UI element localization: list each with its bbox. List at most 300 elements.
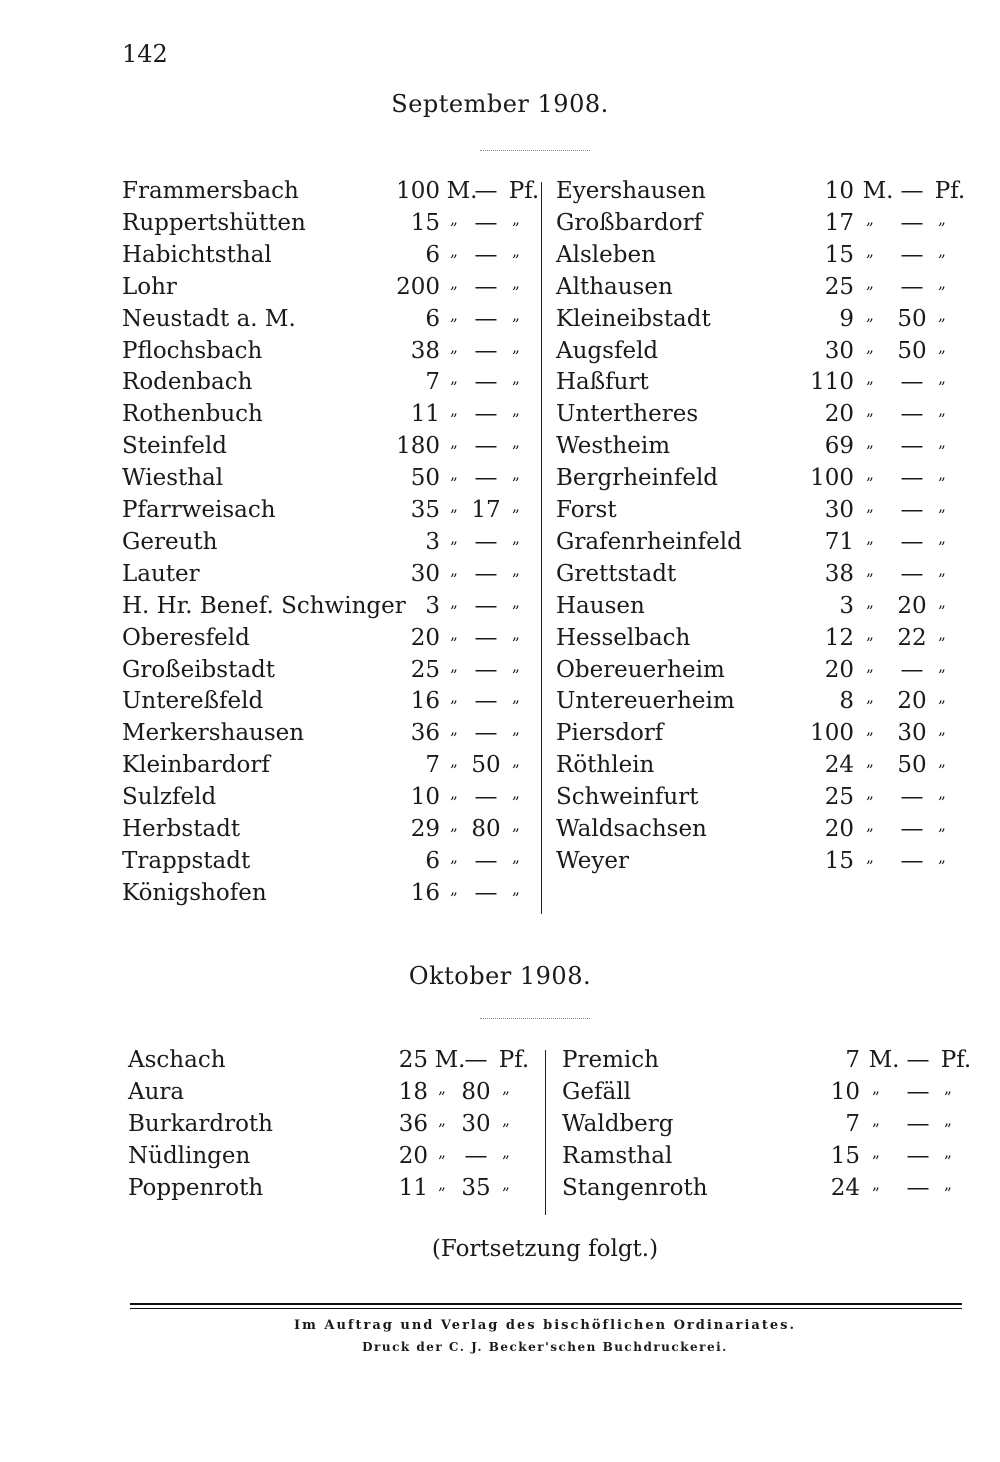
table-row [122, 178, 540, 210]
place-name: Westheim [556, 433, 671, 460]
table-row [122, 369, 532, 401]
unit-mark: „ [866, 305, 874, 324]
place-name: Gefäll [562, 1078, 631, 1105]
mark-amount: 6 [425, 305, 440, 332]
mark-amount: 29 [410, 816, 440, 842]
table-row [128, 1111, 538, 1143]
mark-amount: 100 [810, 465, 854, 492]
table-row [556, 688, 966, 720]
pfennig-amount: — [900, 528, 924, 555]
place-name: Untereuerheim [556, 688, 735, 715]
pfennig-amount: — [906, 1110, 930, 1137]
table-row [562, 1047, 972, 1079]
pfennig-amount: — [900, 401, 924, 428]
pfennig-amount: — [474, 592, 498, 619]
table-row [556, 338, 966, 370]
unit-mark: „ [866, 209, 874, 228]
mark-amount: 25 [824, 784, 854, 811]
mark-amount: 180 [396, 433, 440, 460]
place-name: Merkershausen [122, 720, 305, 747]
heading-september: September 1908. [391, 90, 609, 118]
table-row [556, 401, 966, 433]
place-name: Obereuerheim [556, 656, 725, 683]
unit-pfennig: „ [512, 273, 520, 292]
mark-amount: 10 [410, 784, 440, 811]
pfennig-amount: 80 [461, 1078, 491, 1105]
unit-mark: „ [872, 1174, 880, 1193]
unit-pfennig: „ [938, 720, 946, 739]
mark-amount: 110 [810, 369, 854, 396]
unit-pfennig: „ [938, 624, 946, 643]
place-name: Poppenroth [128, 1174, 264, 1201]
unit-pfennig: „ [512, 752, 520, 771]
unit-pfennig: „ [938, 592, 946, 611]
unit-pfennig: „ [938, 369, 946, 388]
pfennig-amount: 50 [471, 752, 501, 779]
place-name: Kleineibstadt [556, 305, 711, 332]
unit-mark: „ [438, 1142, 446, 1161]
mark-amount: 100 [396, 178, 440, 204]
place-name: Gereuth [122, 528, 218, 555]
table-row [562, 1175, 972, 1207]
pfennig-amount: — [474, 656, 498, 683]
place-name: Stangenroth [562, 1174, 708, 1201]
column-divider [541, 182, 542, 914]
place-name: Herbstadt [122, 816, 241, 842]
pfennig-amount: 50 [897, 337, 927, 364]
place-name: Rothenbuch [122, 401, 263, 428]
pfennig-amount: — [900, 273, 924, 300]
unit-mark: „ [872, 1142, 880, 1161]
table-row [556, 657, 966, 689]
column-divider [545, 1050, 546, 1215]
pfennig-amount: — [900, 178, 924, 204]
unit-pfennig: „ [512, 305, 520, 324]
unit-mark: „ [450, 784, 458, 803]
pfennig-amount: — [900, 816, 924, 842]
mark-amount: 200 [396, 273, 440, 300]
mark-amount: 71 [824, 528, 854, 555]
place-name: Althausen [556, 273, 673, 300]
table-row [556, 274, 966, 306]
mark-amount: 3 [839, 592, 854, 619]
table-row [556, 625, 966, 657]
mark-amount: 20 [824, 401, 854, 428]
unit-mark: „ [872, 1110, 880, 1129]
place-name: Waldberg [562, 1110, 674, 1137]
unit-mark: „ [450, 401, 458, 420]
place-name: Großeibstadt [122, 656, 275, 683]
table-row [562, 1143, 972, 1175]
unit-pfennig: „ [512, 592, 520, 611]
table-row [556, 242, 966, 274]
place-name: Habichtsthal [122, 241, 272, 268]
pfennig-amount: — [900, 497, 924, 523]
place-name: Lohr [122, 273, 177, 300]
unit-pfennig: „ [512, 560, 520, 579]
page-number: 142 [122, 40, 168, 68]
pfennig-amount: 22 [897, 624, 927, 651]
place-name: Sulzfeld [122, 784, 217, 811]
unit-mark: „ [438, 1174, 446, 1193]
place-name: Untereßfeld [122, 688, 264, 715]
mark-amount: 15 [824, 847, 854, 874]
unit-mark: „ [866, 433, 874, 452]
table-row [122, 242, 532, 274]
unit-pfennig: „ [938, 337, 946, 356]
table-row [556, 593, 966, 625]
unit-mark: „ [866, 656, 874, 675]
mark-amount: 69 [824, 433, 854, 460]
place-name: Eyershausen [556, 178, 706, 204]
unit-pfennig: „ [502, 1078, 510, 1097]
unit-pfennig: „ [512, 209, 520, 228]
pfennig-amount: — [900, 209, 924, 236]
place-name: Wiesthal [122, 465, 224, 492]
table-row [122, 880, 532, 912]
unit-mark: „ [450, 433, 458, 452]
unit-mark: „ [450, 688, 458, 707]
table-row [122, 784, 532, 816]
unit-pfennig: „ [938, 752, 946, 771]
unit-pfennig: „ [938, 305, 946, 324]
place-name: Oberesfeld [122, 624, 250, 651]
pfennig-amount: 80 [471, 816, 501, 842]
place-name: Burkardroth [128, 1110, 273, 1137]
table-row [556, 720, 966, 752]
table-row [556, 752, 966, 784]
unit-pfennig: „ [944, 1078, 952, 1097]
heading-oktober: Oktober 1908. [408, 962, 592, 990]
unit-pfennig: „ [512, 784, 520, 803]
mark-amount: 17 [824, 209, 854, 236]
mark-amount: 15 [410, 209, 440, 236]
unit-mark: „ [450, 656, 458, 675]
table-row [556, 178, 966, 210]
place-name: Ramsthal [562, 1142, 673, 1169]
pfennig-amount: — [906, 1142, 930, 1169]
mark-amount: 18 [398, 1078, 428, 1105]
mark-amount: 36 [398, 1110, 428, 1137]
place-name: Aura [128, 1078, 185, 1105]
table-row [122, 688, 532, 720]
unit-mark: „ [450, 241, 458, 260]
mark-amount: 15 [830, 1142, 860, 1169]
pfennig-amount: — [474, 305, 498, 332]
mark-amount: 10 [830, 1078, 860, 1105]
unit-mark: „ [866, 592, 874, 611]
unit-mark: „ [450, 720, 458, 739]
table-row [122, 752, 532, 784]
unit-mark: „ [450, 305, 458, 324]
place-name: Piersdorf [556, 720, 664, 747]
pfennig-amount: — [474, 847, 498, 874]
imprint-printer: Druck der C. J. Becker'schen Buchdruckerei. [362, 1340, 728, 1354]
table-row [556, 561, 966, 593]
place-name: Schweinfurt [556, 784, 699, 811]
unit-mark: „ [866, 752, 874, 771]
place-name: Kleinbardorf [122, 752, 270, 779]
mark-amount: 15 [824, 241, 854, 268]
pfennig-amount: — [464, 1142, 488, 1169]
mark-amount: 25 [398, 1047, 428, 1073]
pfennig-amount: — [906, 1047, 930, 1073]
unit-mark: „ [866, 528, 874, 547]
unit-mark: „ [450, 560, 458, 579]
unit-mark: „ [866, 560, 874, 579]
table-row [122, 465, 532, 497]
unit-pfennig: „ [938, 656, 946, 675]
mark-amount: 25 [824, 273, 854, 300]
table-row [556, 497, 966, 529]
place-name: Grafenrheinfeld [556, 528, 742, 555]
place-name: Alsleben [556, 241, 656, 268]
pfennig-amount: — [474, 720, 498, 747]
place-name: Hesselbach [556, 624, 691, 651]
mark-amount: 20 [824, 816, 854, 842]
unit-pfennig: „ [512, 497, 520, 515]
pfennig-amount: 20 [897, 592, 927, 619]
unit-mark: „ [866, 337, 874, 356]
place-name: Haßfurt [556, 369, 649, 396]
mark-amount: 11 [398, 1174, 428, 1201]
unit-pfennig: „ [512, 720, 520, 739]
mark-amount: 7 [425, 752, 440, 779]
pfennig-amount: — [900, 784, 924, 811]
continuation-note: (Fortsetzung folgt.) [431, 1236, 659, 1262]
pfennig-amount: — [464, 1047, 488, 1073]
table-row [556, 465, 966, 497]
mark-amount: 7 [845, 1047, 860, 1073]
table-row [128, 1175, 538, 1207]
table-row [122, 401, 532, 433]
unit-pfennig: „ [502, 1174, 510, 1193]
mark-amount: 3 [425, 528, 440, 555]
pfennig-amount: 35 [461, 1174, 491, 1201]
unit-mark: „ [866, 720, 874, 739]
mark-amount: 20 [410, 624, 440, 651]
pfennig-amount: — [900, 241, 924, 268]
place-name: Waldsachsen [556, 816, 707, 842]
pfennig-amount: — [474, 879, 498, 906]
pfennig-amount: — [900, 560, 924, 587]
unit-pfennig: „ [512, 688, 520, 707]
pfennig-amount: — [900, 369, 924, 396]
place-name: Ruppertshütten [122, 209, 306, 236]
pfennig-amount: — [474, 624, 498, 651]
unit-pfennig: „ [938, 401, 946, 420]
unit-mark: „ [866, 273, 874, 292]
table-row [122, 274, 532, 306]
table-row [122, 561, 532, 593]
unit-pfennig: „ [512, 241, 520, 260]
table-row [128, 1079, 538, 1111]
mark-amount: 30 [410, 560, 440, 587]
table-row [122, 657, 532, 689]
pfennig-amount: — [900, 847, 924, 874]
unit-mark: „ [450, 465, 458, 484]
place-name: Bergrheinfeld [556, 465, 719, 492]
pfennig-amount: 50 [897, 305, 927, 332]
unit-pfennig: Pf. [934, 178, 966, 204]
place-name: Pfarrweisach [122, 497, 276, 523]
mark-amount: 16 [410, 879, 440, 906]
unit-pfennig: „ [938, 688, 946, 707]
pfennig-amount: — [474, 560, 498, 587]
pfennig-amount: 17 [471, 497, 501, 523]
unit-pfennig: „ [512, 465, 520, 484]
unit-mark: M. [434, 1047, 466, 1073]
place-name: Forst [556, 497, 617, 523]
unit-pfennig: „ [512, 816, 520, 834]
mark-amount: 30 [824, 337, 854, 364]
place-name: H. Hr. Benef. Schwinger [122, 592, 406, 619]
pfennig-amount: 30 [897, 720, 927, 747]
unit-mark: „ [872, 1078, 880, 1097]
pfennig-amount: — [900, 656, 924, 683]
mark-amount: 3 [425, 592, 440, 619]
place-name: Grettstadt [556, 560, 677, 587]
table-row [122, 848, 532, 880]
place-name: Hausen [556, 592, 645, 619]
place-name: Rodenbach [122, 369, 253, 396]
unit-pfennig: „ [944, 1142, 952, 1161]
place-name: Untertheres [556, 401, 699, 428]
pfennig-amount: — [474, 273, 498, 300]
mark-amount: 38 [410, 337, 440, 364]
mark-amount: 7 [425, 369, 440, 396]
mark-amount: 50 [410, 465, 440, 492]
table-row [556, 306, 966, 338]
unit-mark: „ [450, 209, 458, 228]
mark-amount: 100 [810, 720, 854, 747]
ornament-divider [480, 150, 590, 151]
pfennig-amount: 20 [897, 688, 927, 715]
unit-mark: „ [450, 847, 458, 866]
pfennig-amount: — [906, 1078, 930, 1105]
unit-pfennig: „ [938, 273, 946, 292]
mark-amount: 8 [839, 688, 854, 715]
unit-pfennig: „ [512, 847, 520, 866]
mark-amount: 12 [824, 624, 854, 651]
pfennig-amount: — [474, 241, 498, 268]
unit-mark: „ [450, 369, 458, 388]
unit-mark: „ [450, 273, 458, 292]
unit-pfennig: „ [502, 1142, 510, 1161]
unit-mark: M. [446, 178, 478, 204]
place-name: Pflochsbach [122, 337, 263, 364]
unit-pfennig: „ [938, 465, 946, 484]
table-row [122, 338, 532, 370]
unit-pfennig: „ [512, 369, 520, 388]
unit-mark: „ [450, 816, 458, 834]
table-row [122, 497, 532, 529]
mark-amount: 20 [824, 656, 854, 683]
table-row [122, 529, 532, 561]
pfennig-amount: — [474, 688, 498, 715]
unit-pfennig: „ [512, 433, 520, 452]
unit-mark: „ [866, 784, 874, 803]
table-row [556, 433, 966, 465]
mark-amount: 6 [425, 241, 440, 268]
unit-pfennig: „ [512, 337, 520, 356]
unit-mark: „ [450, 592, 458, 611]
pfennig-amount: — [474, 178, 498, 204]
unit-mark: M. [868, 1047, 900, 1073]
place-name: Königshofen [122, 879, 267, 906]
pfennig-amount: — [900, 433, 924, 460]
mark-amount: 24 [824, 752, 854, 779]
unit-pfennig: „ [938, 497, 946, 515]
pfennig-amount: — [474, 369, 498, 396]
unit-pfennig: Pf. [498, 1047, 530, 1073]
unit-pfennig: „ [938, 560, 946, 579]
mark-amount: 10 [824, 178, 854, 204]
table-row [128, 1143, 538, 1175]
unit-pfennig: „ [512, 528, 520, 547]
mark-amount: 16 [410, 688, 440, 715]
table-row [122, 625, 532, 657]
mark-amount: 9 [839, 305, 854, 332]
imprint-publisher: Im Auftrag und Verlag des bischöflichen Ordinariates. [294, 1318, 796, 1333]
unit-mark: „ [866, 401, 874, 420]
unit-mark: „ [866, 369, 874, 388]
place-name: Lauter [122, 560, 200, 587]
place-name: Steinfeld [122, 433, 227, 460]
pfennig-amount: — [474, 337, 498, 364]
unit-pfennig: Pf. [940, 1047, 972, 1073]
pfennig-amount: — [900, 465, 924, 492]
unit-pfennig: „ [938, 528, 946, 547]
unit-mark: „ [866, 688, 874, 707]
mark-amount: 30 [824, 497, 854, 523]
table-row [562, 1079, 972, 1111]
unit-pfennig: „ [938, 433, 946, 452]
unit-mark: „ [438, 1078, 446, 1097]
unit-pfennig: Pf. [508, 178, 540, 204]
place-name: Aschach [128, 1047, 226, 1073]
pfennig-amount: 30 [461, 1110, 491, 1137]
unit-mark: „ [866, 465, 874, 484]
table-row [556, 816, 966, 848]
table-row [128, 1047, 538, 1079]
unit-mark: „ [450, 528, 458, 547]
unit-mark: „ [866, 241, 874, 260]
table-row [556, 784, 966, 816]
mark-amount: 20 [398, 1142, 428, 1169]
place-name: Premich [562, 1047, 659, 1073]
unit-pfennig: „ [938, 816, 946, 834]
unit-mark: „ [450, 752, 458, 771]
unit-mark: „ [866, 816, 874, 834]
pfennig-amount: 50 [897, 752, 927, 779]
mark-amount: 36 [410, 720, 440, 747]
ornament-divider [480, 1018, 590, 1019]
unit-mark: „ [438, 1110, 446, 1129]
mark-amount: 38 [824, 560, 854, 587]
unit-pfennig: „ [938, 241, 946, 260]
pfennig-amount: — [474, 784, 498, 811]
unit-pfennig: „ [512, 624, 520, 643]
mark-amount: 7 [845, 1110, 860, 1137]
table-row [122, 720, 532, 752]
unit-mark: „ [450, 879, 458, 898]
unit-pfennig: „ [944, 1174, 952, 1193]
place-name: Röthlein [556, 752, 655, 779]
table-row [556, 369, 966, 401]
place-name: Neustadt a. M. [122, 305, 296, 332]
table-row [122, 433, 532, 465]
